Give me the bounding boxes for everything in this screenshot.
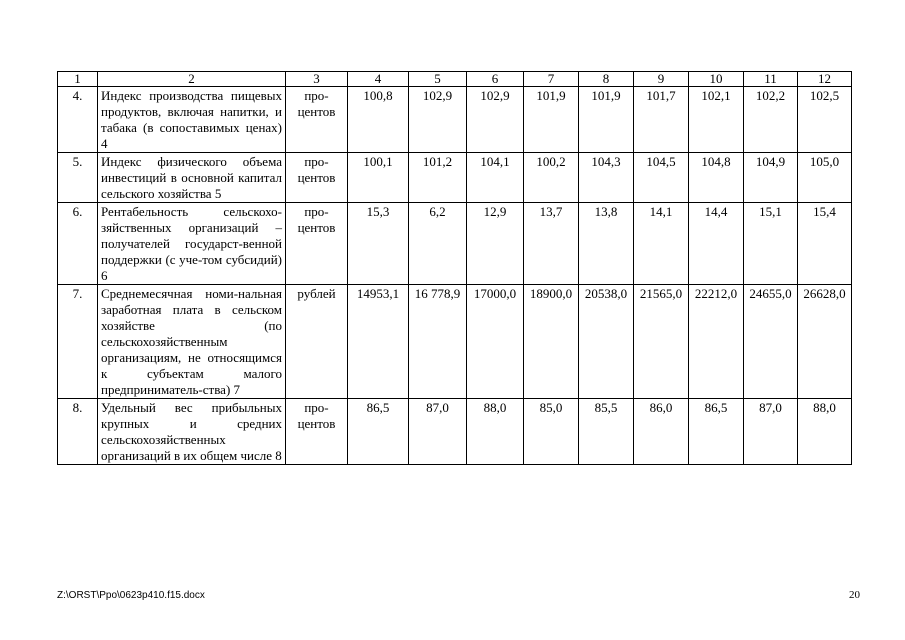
value-cell: 100,2 [524, 153, 579, 203]
value-cell: 88,0 [467, 399, 524, 465]
value-cell: 87,0 [409, 399, 467, 465]
value-cell: 102,9 [409, 87, 467, 153]
value-cell: 102,9 [467, 87, 524, 153]
indicator-name: Индекс производства пищевых продуктов, включая напитки, и табака (в сопоставимых ценах) 4 [98, 87, 286, 153]
value-cell: 6,2 [409, 203, 467, 285]
column-header: 4 [348, 72, 409, 87]
value-cell: 86,5 [689, 399, 744, 465]
value-cell: 101,9 [579, 87, 634, 153]
page-number: 20 [849, 589, 860, 601]
value-cell: 86,0 [634, 399, 689, 465]
file-path: Z:\ORST\Ppo\0623p410.f15.docx [57, 590, 205, 601]
value-cell: 13,8 [579, 203, 634, 285]
indicator-name: Рентабельность сельскохо-зяйственных организаций – получателей государст-венной поддержки (с уче-том субсидий) 6 [98, 203, 286, 285]
value-cell: 104,8 [689, 153, 744, 203]
row-number: 4. [58, 87, 98, 153]
column-header: 11 [744, 72, 798, 87]
column-header: 9 [634, 72, 689, 87]
value-cell: 104,1 [467, 153, 524, 203]
header-row [58, 72, 852, 87]
indicator-name: Индекс физического объема инвестиций в основной капитал сельского хозяйства 5 [98, 153, 286, 203]
value-cell: 22212,0 [689, 285, 744, 399]
value-cell: 101,9 [524, 87, 579, 153]
row-number: 5. [58, 153, 98, 203]
value-cell: 104,9 [744, 153, 798, 203]
column-header: 3 [286, 72, 348, 87]
table-row [58, 399, 852, 465]
value-cell: 17000,0 [467, 285, 524, 399]
value-cell: 100,8 [348, 87, 409, 153]
value-cell: 102,5 [798, 87, 852, 153]
value-cell: 15,4 [798, 203, 852, 285]
unit-of-measure: про-центов [286, 399, 348, 465]
table-row [58, 153, 852, 203]
indicator-name: Удельный вес прибыльных крупных и средних сельскохозяйственных организаций в их общем числе 8 [98, 399, 286, 465]
value-cell: 20538,0 [579, 285, 634, 399]
value-cell: 88,0 [798, 399, 852, 465]
value-cell: 104,3 [579, 153, 634, 203]
value-cell: 102,2 [744, 87, 798, 153]
column-header: 1 [58, 72, 98, 87]
value-cell: 100,1 [348, 153, 409, 203]
indicator-name: Среднемесячная номи-нальная заработная плата в сельском хозяйстве (по сельскохозяйственным организациям, не относящимся к субъектам малого предприниматель-ства) 7 [98, 285, 286, 399]
value-cell: 18900,0 [524, 285, 579, 399]
column-header: 12 [798, 72, 852, 87]
table-row [58, 87, 852, 153]
value-cell: 24655,0 [744, 285, 798, 399]
column-header: 6 [467, 72, 524, 87]
value-cell: 104,5 [634, 153, 689, 203]
value-cell: 87,0 [744, 399, 798, 465]
value-cell: 12,9 [467, 203, 524, 285]
column-header: 7 [524, 72, 579, 87]
value-cell: 14953,1 [348, 285, 409, 399]
value-cell: 26628,0 [798, 285, 852, 399]
row-number: 8. [58, 399, 98, 465]
value-cell: 16 778,9 [409, 285, 467, 399]
value-cell: 21565,0 [634, 285, 689, 399]
indicators-table [57, 71, 852, 465]
column-header: 5 [409, 72, 467, 87]
table-row [58, 203, 852, 285]
unit-of-measure: про-центов [286, 153, 348, 203]
value-cell: 14,4 [689, 203, 744, 285]
row-number: 7. [58, 285, 98, 399]
unit-of-measure: рублей [286, 285, 348, 399]
value-cell: 13,7 [524, 203, 579, 285]
value-cell: 14,1 [634, 203, 689, 285]
value-cell: 15,3 [348, 203, 409, 285]
value-cell: 101,2 [409, 153, 467, 203]
column-header: 10 [689, 72, 744, 87]
value-cell: 85,0 [524, 399, 579, 465]
unit-of-measure: про-центов [286, 87, 348, 153]
value-cell: 102,1 [689, 87, 744, 153]
value-cell: 86,5 [348, 399, 409, 465]
column-header: 2 [98, 72, 286, 87]
value-cell: 105,0 [798, 153, 852, 203]
value-cell: 85,5 [579, 399, 634, 465]
row-number: 6. [58, 203, 98, 285]
column-header: 8 [579, 72, 634, 87]
unit-of-measure: про-центов [286, 203, 348, 285]
table-row [58, 285, 852, 399]
value-cell: 101,7 [634, 87, 689, 153]
value-cell: 15,1 [744, 203, 798, 285]
